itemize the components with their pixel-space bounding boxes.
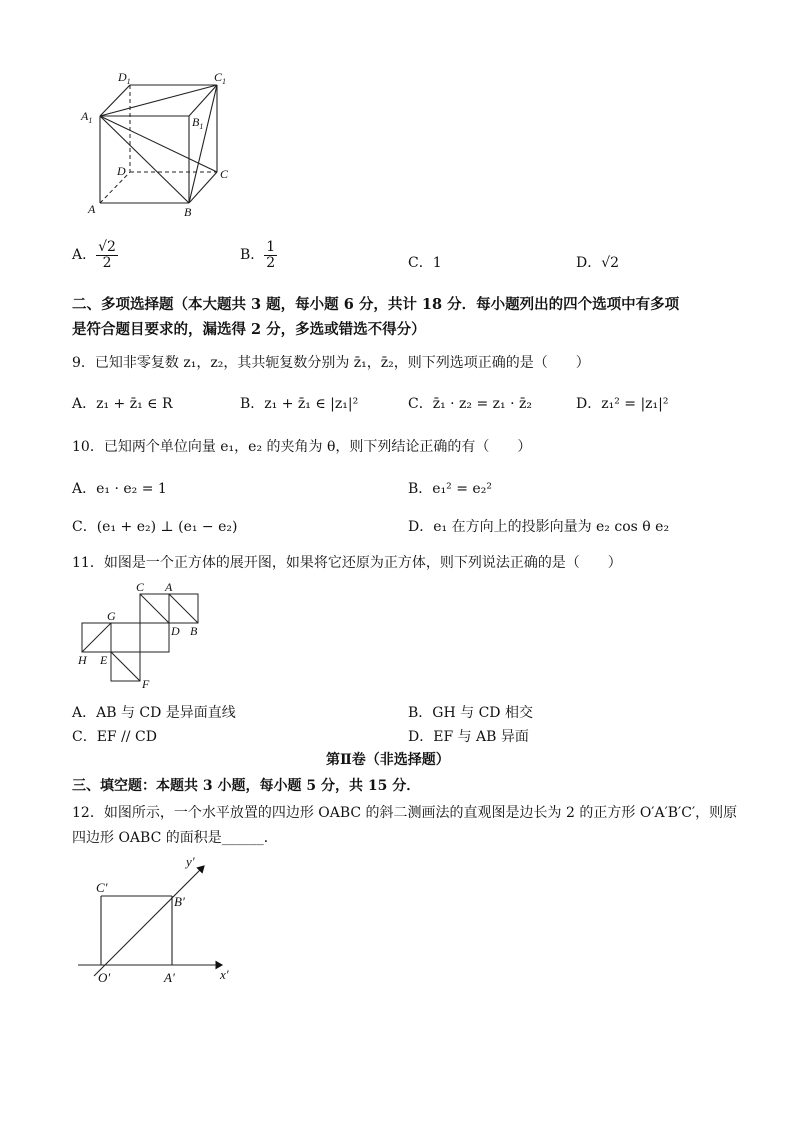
part2-title: 第Ⅱ卷（非选择题） [326,752,450,768]
net-label-b: B [190,624,198,638]
cube-label-d1: $D_1$ [118,70,131,86]
q12-line1: 12．如图所示，一个水平放置的四边形 OABC 的斜二测画法的直观图是边长为 2 的正方形 O′A′B′C′，则原 [72,805,738,821]
q9-option-d: D．z₁² = |z₁|² [576,396,669,412]
fig12-label-y: y′ [186,854,195,869]
q11-option-a: A．AB 与 CD 是异面直线 [72,705,236,721]
cube-label-d: D [117,164,126,178]
cube-label-c: C [220,167,229,181]
fig12-label-o: O′ [98,970,111,985]
section3-heading: 三、填空题：本题共 3 小题，每小题 5 分，共 15 分． [72,778,421,794]
q11-option-c: C．EF // CD [72,729,157,745]
cube-label-a1: $A_1$ [81,109,93,125]
fig12-label-a: A′ [164,970,175,985]
fig12-label-c: C′ [96,880,108,895]
fig12-label-x: x′ [220,967,229,982]
net-label-h: H [78,653,87,667]
cube-label-b: B [184,205,192,219]
cube-label-b1: $B_1$ [192,115,204,131]
q8-option-b: B． $\frac{1}{2}$ [240,239,276,271]
q10-option-a: A．e₁ · e₂ = 1 [72,481,167,497]
net-label-g: G [107,609,116,623]
net-label-c: C [136,580,145,594]
q12-line2: 四边形 OABC 的面积是______． [72,830,278,846]
net-label-d: D [171,624,180,638]
q8-option-a: A． $\frac{√2}{2}$ [72,239,116,271]
q10-option-c: C．(e₁ + e₂) ⊥ (e₁ − e₂) [72,519,238,535]
q11-option-d: D．EF 与 AB 异面 [408,729,529,745]
cube-label-a: A [88,202,96,216]
q10-option-b: B．e₁² = e₂² [408,481,492,497]
q8-option-d: D．√2 [576,255,620,271]
net-label-e: E [100,653,108,667]
net-label-a: A [165,580,173,594]
fig12-label-b: B′ [174,894,185,909]
q12-figure [74,852,244,987]
q10-stem: 10．已知两个单位向量 e₁，e₂ 的夹角为 θ，则下列结论正确的有（ ） [72,439,532,455]
q9-option-a: A．z₁ + z̄₁ ∈ R [72,396,173,412]
q11-option-b: B．GH 与 CD 相交 [408,705,533,721]
net-label-f: F [142,677,150,690]
section2-heading-line2: 是符合题目要求的，漏选得 2 分，多选或错选不得分） [72,321,426,338]
cube-label-c1: $C_1$ [214,70,227,86]
q9-option-c: C．z̄₁ · z₂ = z₁ · z̄₂ [408,396,532,412]
q9-option-b: B．z₁ + z̄₁ ∈ |z₁|² [240,396,359,412]
section2-heading-line1: 二、多项选择题（本大题共 3 题，每小题 6 分，共计 18 分．每小题列出的四个选项中有多项 [72,296,680,313]
q10-option-d: D．e₁ 在方向上的投影向量为 e₂ cos θ e₂ [408,519,670,535]
q8-option-c: C．1 [408,255,442,271]
cube-figure [78,68,238,223]
cube-net-figure [76,580,206,690]
q11-stem: 11．如图是一个正方体的展开图，如果将它还原为正方体，则下列说法正确的是（ ） [72,555,622,571]
q9-stem: 9．已知非零复数 z₁，z₂，其共轭复数分别为 z̄₁，z̄₂，则下列选项正确的是（ ） [72,355,590,371]
